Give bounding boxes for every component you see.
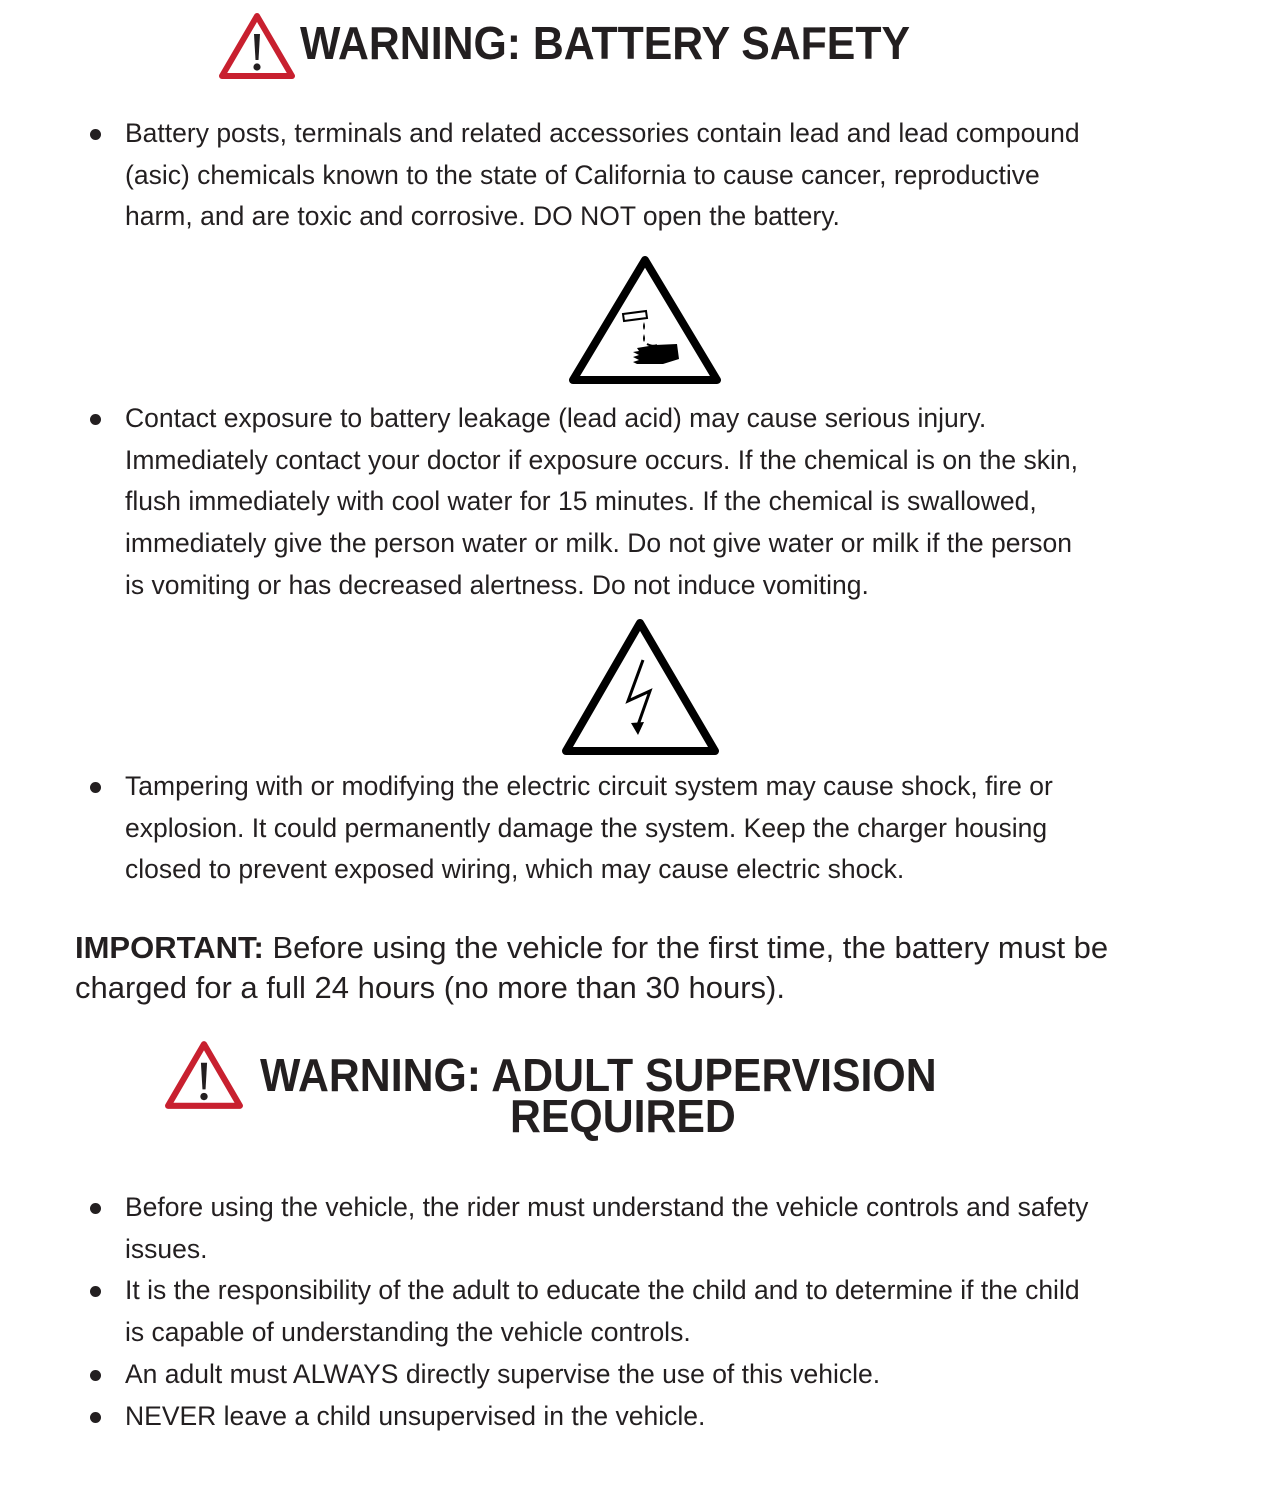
corrosive-hazard-icon [567, 252, 723, 386]
bullet-icon [90, 414, 101, 425]
bullet-line: is vomiting or has decreased alertness. Do not induce vomiting. [125, 569, 869, 600]
list-item [0, 1354, 1275, 1396]
bullet-line: Before using the vehicle, the rider must understand the vehicle controls and safety [125, 1192, 1089, 1222]
bullet-line: harm, and are toxic and corrosive. DO NOT open the battery. [125, 201, 840, 232]
bullet-line: An adult must ALWAYS directly supervise the use of this vehicle. [125, 1358, 881, 1389]
supervision-bullet-list [0, 1187, 1275, 1437]
battery-safety-heading: WARNING: BATTERY SAFETY [300, 17, 911, 69]
list-item [0, 113, 1275, 238]
list-item [0, 1187, 1275, 1270]
bullet-icon [90, 782, 101, 793]
important-text: Before using the vehicle for the first time, the battery must be [263, 930, 1109, 965]
bullet-line: immediately give the person water or milk. Do not give water or milk if the person [125, 528, 1073, 559]
bullet-icon [90, 1370, 101, 1381]
bullet-icon [90, 129, 101, 140]
important-line-2: charged for a full 24 hours (no more than 30 hours). [75, 970, 785, 1005]
important-label: IMPORTANT: [75, 930, 264, 965]
supervision-heading-line-1: WARNING: ADULT SUPERVISION [260, 1049, 937, 1101]
bullet-line: NEVER leave a child unsupervised in the vehicle. [125, 1400, 706, 1431]
bullet-line: Contact exposure to battery leakage (lead acid) may cause serious injury. [125, 403, 987, 433]
bullet-line: It is the responsibility of the adult to educate the child and to determine if the child [125, 1275, 1080, 1306]
bullet-line: Tampering with or modifying the electric circuit system may cause shock, fire or [125, 771, 1053, 801]
bullet-line: explosion. It could permanently damage the system. Keep the charger housing [125, 812, 1048, 843]
supervision-heading-line-2: REQUIRED [510, 1090, 736, 1142]
bullet-line: is capable of understanding the vehicle controls. [125, 1317, 691, 1348]
bullet-line: issues. [125, 1233, 208, 1264]
important-line-1 [75, 928, 1225, 968]
bullet-icon [90, 1412, 101, 1423]
bullet-line: flush immediately with cool water for 15 minutes. If the chemical is swallowed, [125, 486, 1037, 517]
list-item [0, 1396, 1275, 1438]
warning-triangle-icon [164, 1040, 244, 1110]
bullet-line: closed to prevent exposed wiring, which may cause electric shock. [125, 854, 905, 885]
bullet-icon [90, 1286, 101, 1297]
bullet-line: Immediately contact your doctor if exposure occurs. If the chemical is on the skin, [125, 444, 1078, 475]
warning-triangle-icon [218, 12, 296, 80]
battery-bullet-list-2 [0, 398, 1275, 607]
battery-bullet-list-3 [0, 766, 1275, 891]
bullet-icon [90, 1203, 101, 1214]
battery-bullet-list-1 [0, 113, 1275, 238]
bullet-line: Battery posts, terminals and related accessories contain lead and lead compound [125, 118, 1080, 148]
list-item [0, 1270, 1275, 1353]
important-note [75, 928, 1225, 1008]
list-item [0, 766, 1275, 891]
bullet-line: (asic) chemicals known to the state of California to cause cancer, reproductive [125, 159, 1040, 190]
list-item [0, 398, 1275, 607]
electric-shock-hazard-icon [560, 615, 722, 757]
